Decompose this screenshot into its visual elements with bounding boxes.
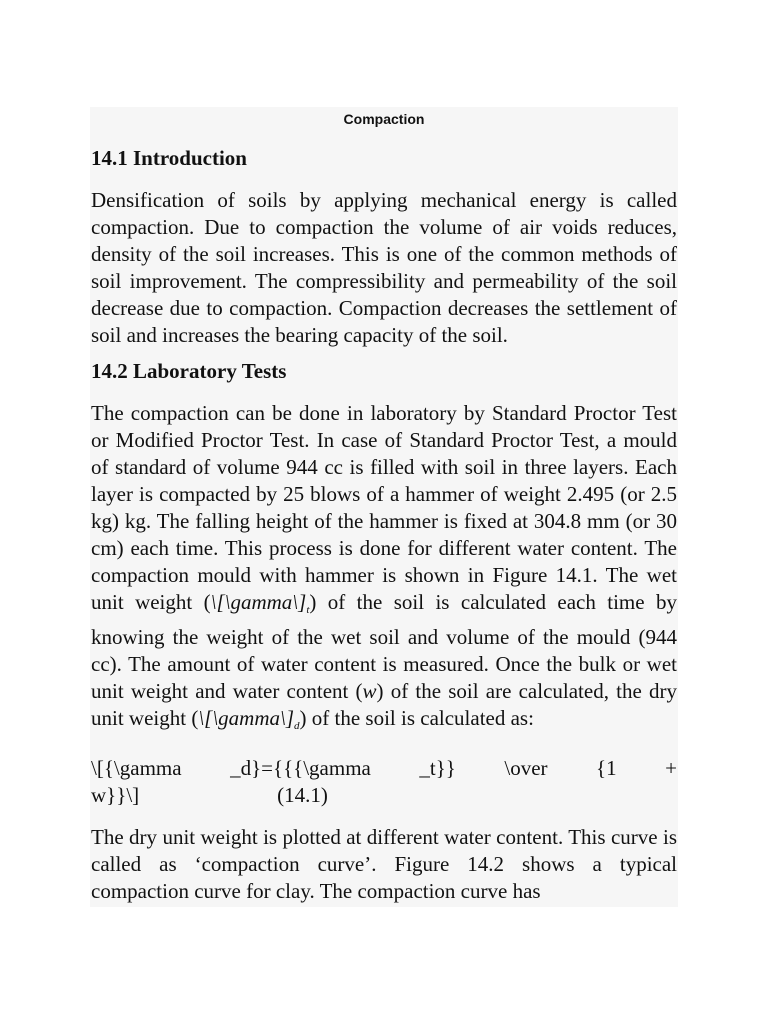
equation-token: \[{\gamma: [91, 756, 182, 780]
equation-line-2: [91, 782, 677, 809]
symbol-w: w: [362, 679, 377, 703]
symbol-gamma-t: \[\gamma\]: [210, 590, 307, 614]
subscript-t: t: [306, 604, 310, 616]
symbol-gamma-d: \[\gamma\]: [198, 706, 295, 730]
section-heading-laboratory-tests: 14.2 Laboratory Tests: [91, 359, 287, 383]
equation-token: +: [665, 756, 677, 780]
section-heading-introduction: 14.1 Introduction: [91, 146, 247, 170]
subscript-d: d: [294, 720, 300, 732]
equation-token: {1: [596, 756, 617, 780]
equation-14-1: [91, 755, 677, 809]
equation-token: \over: [504, 756, 548, 780]
paragraph-laboratory-tests: [91, 400, 677, 740]
page-header-title: Compaction: [343, 111, 425, 127]
equation-token: _t}}: [419, 756, 456, 780]
document-body: [91, 108, 677, 905]
equation-line-1: [91, 755, 677, 782]
paragraph-introduction: Densification of soils by applying mechanical energy is called compaction. Due to compaction the volume of air voids reduces, density of the soil increases. This is one of the common methods of soil improvement. The compressibility and permeability of the soil decrease due to compaction. Compaction decreases the settlement of soil and increases the bearing capacity of the soil.: [91, 188, 677, 347]
text-run: ) of the soil is calculated each time by knowing the weight of the wet soil and volume of the mould (944 cc). The amount of water content is measured. Once the bulk or wet unit weight and water content (: [91, 590, 677, 703]
equation-token: _d}={{{\gamma: [230, 756, 371, 780]
equation-number: (14.1): [277, 783, 328, 807]
equation-token: w}}\]: [91, 783, 140, 807]
text-run: ) of the soil are calculated, the dry unit weight (: [91, 679, 677, 730]
paragraph-compaction-curve: The dry unit weight is plotted at different water content. This curve is called as ‘compaction curve’. Figure 14.2 shows a typical compaction curve for clay. The compaction curve has: [91, 825, 677, 903]
text-run: ) of the soil is calculated as:: [299, 706, 534, 730]
text-run: The compaction can be done in laboratory by Standard Proctor Test or Modified Proctor Test. In case of Standard Proctor Test, a mould of standard of volume 944 cc is filled with soil in three layers. Each layer is compacted by 25 blows of a hammer of weight 2.495 (or 2.5 kg) kg. The falling height of the hammer is fixed at 304.8 mm (or 30 cm) each time. This process is done for different water content. The compaction mould with hammer is shown in Figure 14.1. The wet unit weight (: [91, 401, 677, 614]
